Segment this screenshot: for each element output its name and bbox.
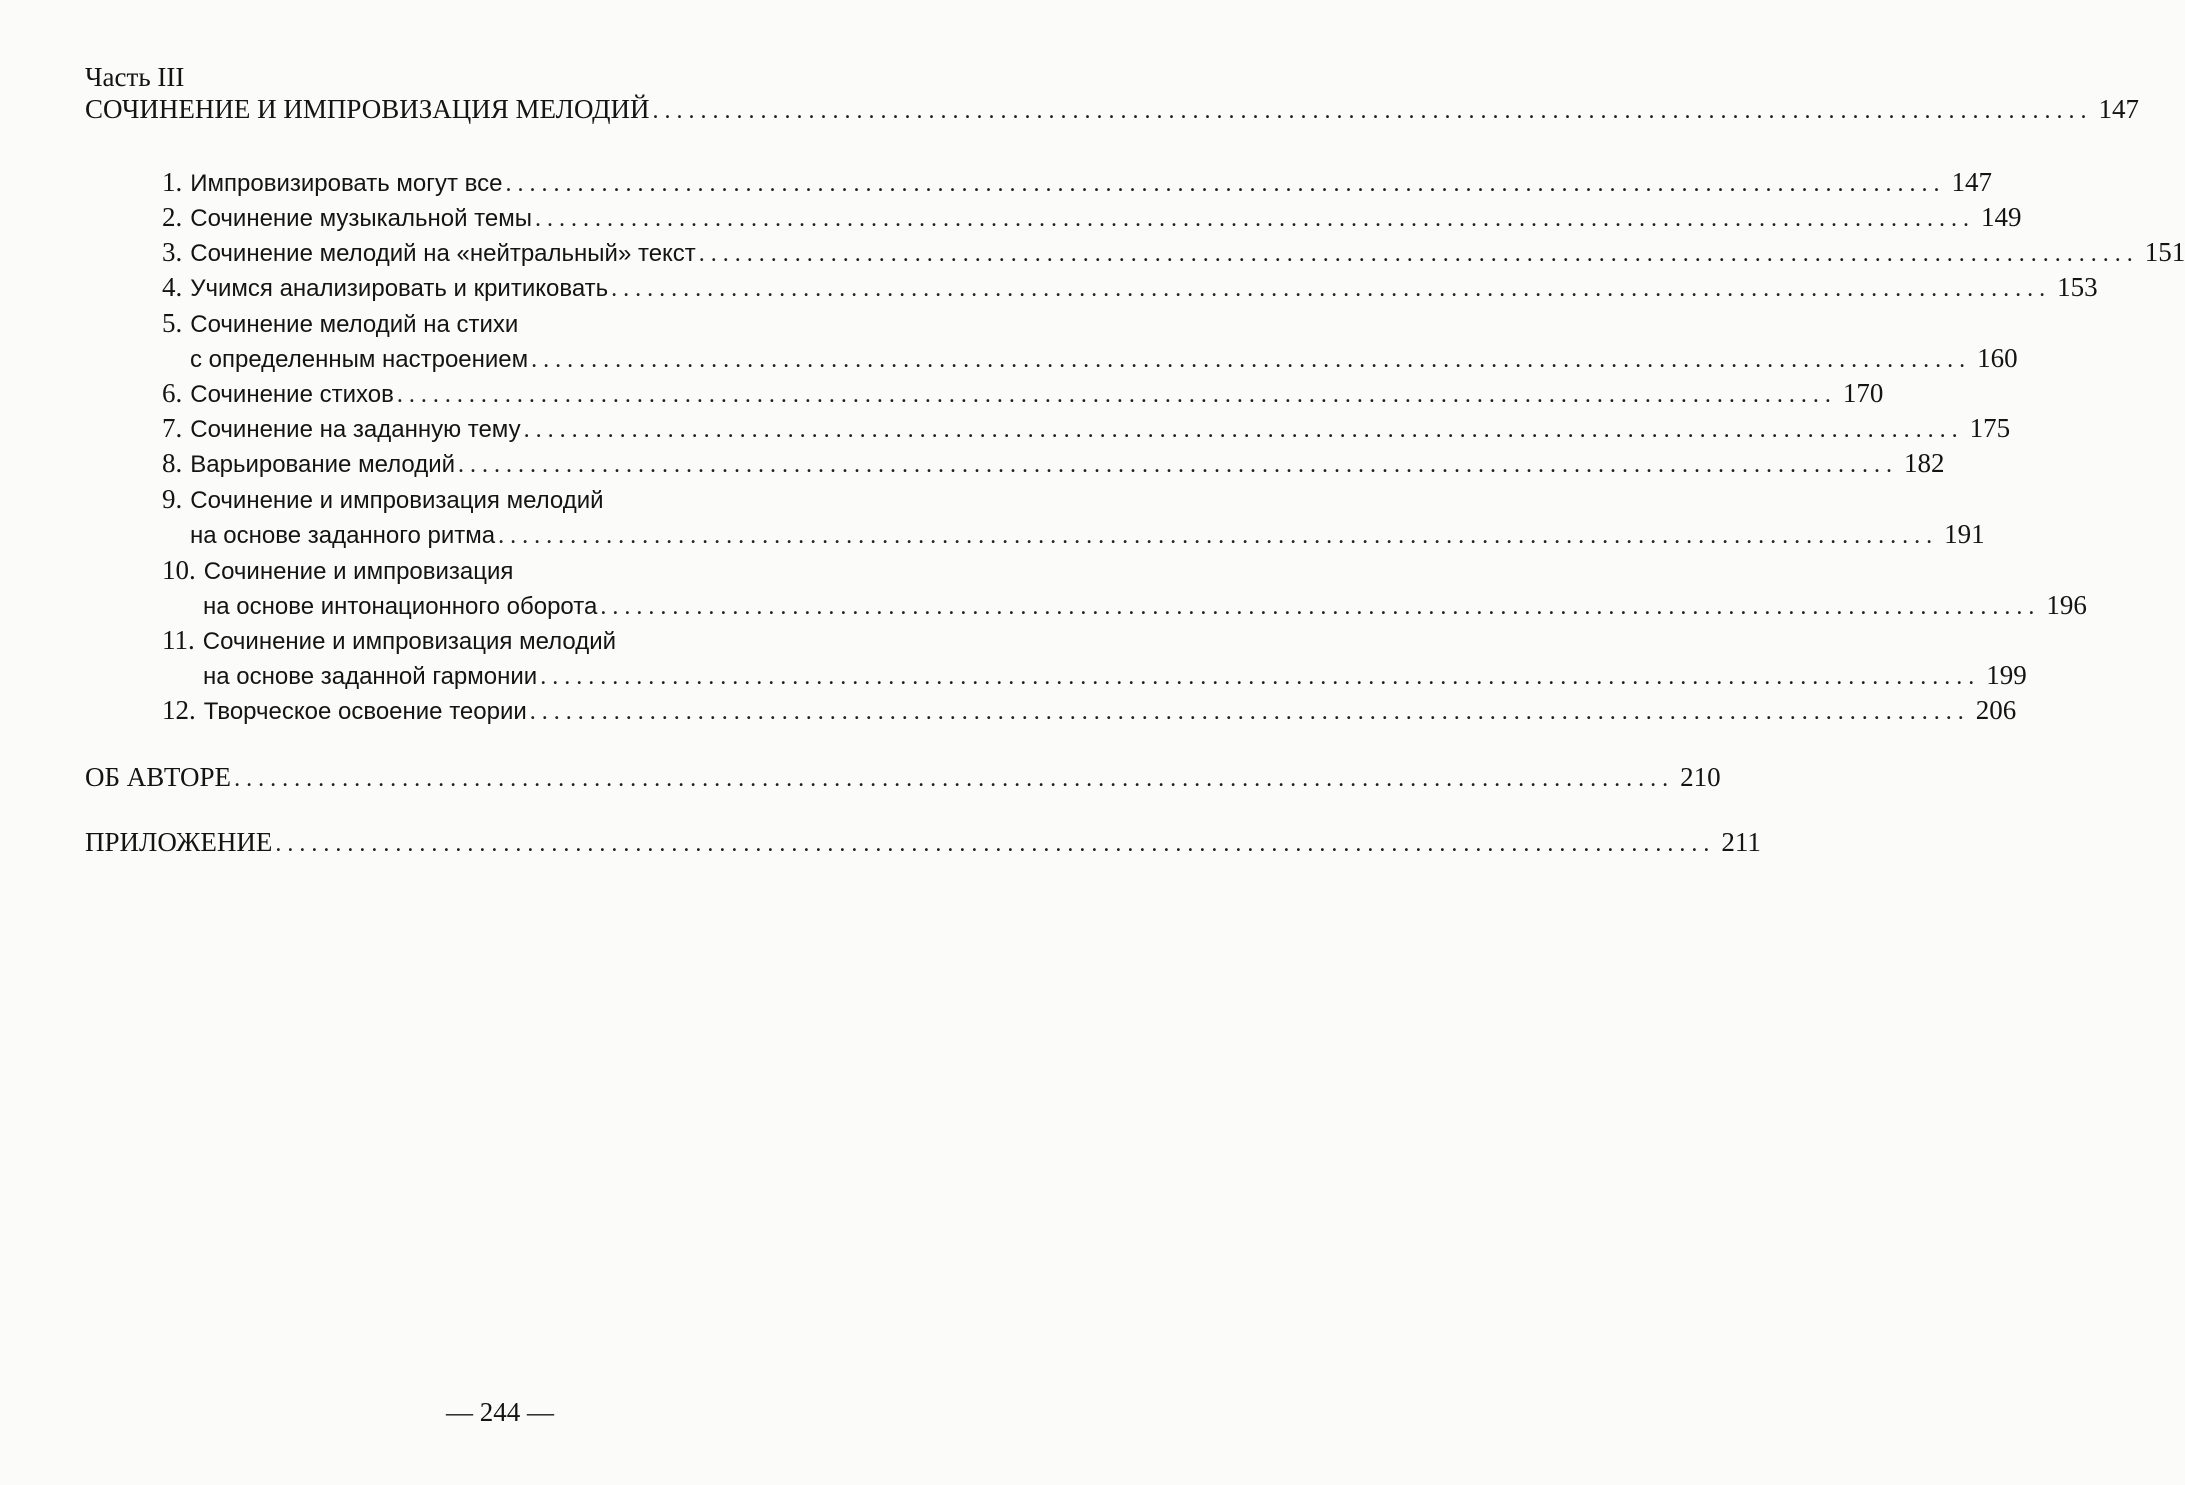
dot-leader: ........................................................................................................................ (498, 523, 1939, 549)
entry-page-number: 149 (1981, 202, 2022, 232)
entry-title: Варьирование мелодий (190, 451, 456, 478)
dot-leader: ........................................................................................................................ (234, 766, 1675, 792)
toc-entry (162, 411, 2011, 445)
toc-entry (162, 200, 2022, 234)
toc-entry (162, 235, 2185, 269)
entry-page-number: 182 (1904, 448, 1945, 478)
dot-leader: ........................................................................................................................ (529, 699, 1970, 725)
toc-entry (162, 270, 2098, 304)
entry-title-continuation: на основе интонационного оборота (203, 593, 598, 620)
toc-entry (162, 306, 935, 340)
part-page-number: 147 (2098, 94, 2140, 124)
entry-title: Творческое освоение теории (203, 698, 527, 725)
entry-number: 12. (162, 695, 196, 725)
entry-number: 6. (162, 378, 183, 408)
entry-page-number: 199 (1986, 660, 2027, 690)
toc-entry-continuation (203, 658, 2027, 692)
dot-leader: ........................................................................................................................ (531, 347, 1972, 373)
toc-entry-continuation (190, 341, 2018, 375)
appendix-row (85, 825, 1761, 859)
entry-number: 5. (162, 308, 183, 338)
entry-title-continuation: на основе заданной гармонии (203, 663, 538, 690)
entry-title: Учимся анализировать и критиковать (190, 275, 609, 302)
about-author-row (85, 760, 1721, 794)
entry-title: Сочинение и импровизация мелодий (190, 487, 604, 514)
toc-entry-continuation (190, 517, 1985, 551)
toc-entry (162, 482, 935, 516)
entry-number: 9. (162, 484, 183, 514)
entry-number: 8. (162, 448, 183, 478)
entry-number: 2. (162, 202, 183, 232)
toc-entry (162, 165, 1993, 199)
entry-page-number: 196 (2046, 590, 2087, 620)
dot-leader: ........................................................................................................................ (523, 417, 1964, 443)
entry-number: 4. (162, 272, 183, 302)
dot-leader: ........................................................................................................................ (652, 98, 2093, 124)
entry-title: Сочинение и импровизация мелодий (202, 628, 617, 655)
dot-leader: ........................................................................................................................ (600, 594, 2041, 620)
dot-leader: ........................................................................................................................ (505, 171, 1946, 197)
entry-page-number: 160 (1977, 343, 2018, 373)
dot-leader: ........................................................................................................................ (535, 206, 1975, 232)
appendix-title: ПРИЛОЖЕНИЕ (85, 827, 273, 857)
part-label: Часть III (85, 62, 185, 92)
entry-number: 11. (162, 625, 195, 655)
entry-number: 10. (162, 555, 196, 585)
part-title: СОЧИНЕНИЕ И ИМПРОВИЗАЦИЯ МЕЛОДИЙ (85, 94, 650, 124)
toc-entry-continuation (203, 588, 2087, 622)
dot-leader: ........................................................................................................................ (540, 664, 1981, 690)
entry-title: Сочинение мелодий на «нейтральный» текст (190, 240, 696, 267)
entry-number: 3. (162, 237, 183, 267)
entry-title: Импровизировать могут все (190, 170, 503, 197)
part-title-row (85, 92, 2140, 126)
toc-entry (162, 553, 935, 587)
dot-leader: ........................................................................................................................ (396, 382, 1837, 408)
entry-title: Сочинение мелодий на стихи (190, 311, 519, 338)
toc-entry (162, 446, 1945, 480)
dot-leader: ........................................................................................................................ (611, 276, 2052, 302)
entry-title: Сочинение на заданную тему (190, 416, 521, 443)
toc-entry (162, 623, 935, 657)
appendix-page-number: 211 (1721, 827, 1761, 857)
about-author-title: ОБ АВТОРЕ (85, 762, 232, 792)
entry-page-number: 153 (2057, 272, 2098, 302)
entry-page-number: 175 (1969, 413, 2011, 443)
about-author-page-number: 210 (1680, 762, 1721, 792)
toc-entry (162, 376, 1884, 410)
entry-number: 1. (162, 167, 183, 197)
entry-page-number: 147 (1951, 167, 1993, 197)
dot-leader: ........................................................................................................................ (698, 241, 2139, 267)
entry-page-number: 170 (1842, 378, 1884, 408)
toc-entry (162, 693, 2017, 727)
entry-title-continuation: с определенным настроением (190, 346, 529, 373)
page-number-footer: — 244 — (446, 1397, 554, 1427)
entry-title: Сочинение стихов (190, 381, 394, 408)
entry-title-continuation: на основе заданного ритма (190, 522, 496, 549)
entry-page-number: 206 (1975, 695, 2017, 725)
entry-title: Сочинение музыкальной темы (190, 205, 532, 232)
entry-page-number: 191 (1944, 519, 1985, 549)
dot-leader: ........................................................................................................................ (458, 452, 1899, 478)
dot-leader: ........................................................................................................................ (275, 831, 1716, 857)
entry-number: 7. (162, 413, 183, 443)
entry-title: Сочинение и импровизация (203, 558, 514, 585)
entry-page-number: 151 (2144, 237, 2185, 267)
